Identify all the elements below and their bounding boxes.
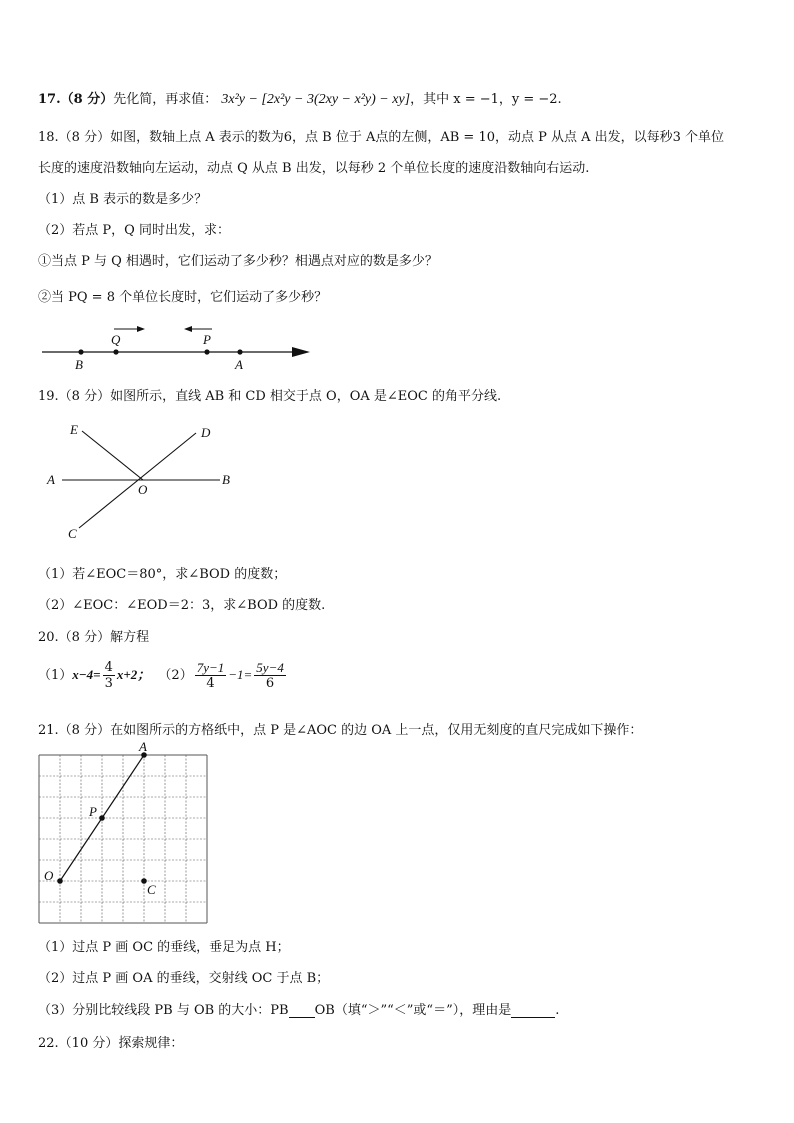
point-o	[57, 878, 63, 884]
q20-p1-denominator: 3	[104, 676, 113, 691]
q19-sub1: （1）若∠EOC＝80°，求∠BOD 的度数；	[38, 567, 287, 582]
label-p: P	[89, 804, 97, 819]
q21-sub3-part2: OB（填“＞”“＜”或“＝”），理由是	[314, 1003, 512, 1018]
q22-line1: 22.（10 分）探索规律：	[38, 1036, 184, 1051]
q19-angle-figure	[0, 418, 260, 548]
q17-number: 17.（8 分）	[38, 92, 114, 107]
point-q	[113, 349, 118, 354]
q19-line1: 19.（8 分）如图所示，直线 AB 和 CD 相交于点 O，OA 是∠EOC 的角平分线.	[38, 389, 502, 404]
q20-p2-mid: −1=	[228, 667, 253, 682]
q21-grid-figure	[0, 738, 220, 928]
point-b	[78, 349, 83, 354]
q18-sub2a: ①当点 P 与 Q 相遇时，它们运动了多少秒？相遇点对应的数是多少？	[38, 254, 438, 269]
label-o: O	[138, 482, 148, 497]
label-o: O	[44, 868, 54, 883]
q20-p1-numerator: 4	[104, 660, 113, 675]
q20-equations	[38, 660, 288, 691]
q20-p2-fraction2	[254, 660, 286, 691]
q17-expression: 3x²y − [2x²y − 3(2xy − x²y) − xy]	[221, 92, 411, 107]
label-a: A	[139, 739, 147, 754]
point-p	[204, 349, 209, 354]
grid-paper	[39, 755, 207, 923]
q20-p2-fraction1	[195, 660, 227, 691]
q19-sub2: （2）∠EOC：∠EOD＝2：3，求∠BOD 的度数.	[38, 598, 326, 613]
point-c	[141, 878, 147, 884]
point-a	[237, 349, 242, 354]
point-p	[99, 815, 105, 821]
q21-answer-blank-2[interactable]	[511, 1005, 555, 1018]
label-e: E	[70, 422, 78, 437]
q18-line2: 长度的速度沿数轴向左运动，动点 Q 从点 B 出发，以每秒 2 个单位长度的速度沿数轴向右运动.	[38, 161, 590, 176]
q18-sub1: （1）点 B 表示的数是多少？	[38, 192, 208, 207]
q21-line1: 21.（8 分）在如图所示的方格纸中，点 P 是∠AOC 的边 OA 上一点，仅用无刻度的直尺完成如下操作：	[38, 723, 643, 738]
q18-line1: 18.（8 分）如图，数轴上点 A 表示的数为6，点 B 位于 A点的左侧，AB = 10，动点 P 从点 A 出发，以每秒3 个单位	[38, 130, 725, 145]
q21-sub3-part1: （3）分别比较线段 PB 与 OB 的大小：PB	[38, 1003, 289, 1018]
label-b: B	[222, 472, 230, 487]
label-d: D	[201, 425, 211, 440]
q20-p2-denominator1: 4	[206, 676, 215, 691]
q-motion-arrowhead	[137, 326, 145, 332]
q20-p2-denominator2: 6	[265, 676, 275, 691]
label-c: C	[68, 526, 77, 541]
q20-p1-right: x+2；	[116, 667, 151, 682]
label-q: Q	[111, 332, 121, 347]
q20-line1: 20.（8 分）解方程	[38, 630, 150, 645]
label-c: C	[147, 882, 156, 897]
label-a: A	[47, 472, 55, 487]
q21-answer-blank-1[interactable]	[289, 1005, 315, 1018]
label-b: B	[75, 357, 83, 372]
q18-sub2b: ②当 PQ = 8 个单位长度时，它们运动了多少秒？	[38, 290, 328, 305]
label-a: A	[235, 357, 243, 372]
q21-sub1: （1）过点 P 画 OC 的垂线，垂足为点 H；	[38, 940, 290, 955]
p-motion-arrowhead	[184, 326, 192, 332]
q18-sub2: （2）若点 P，Q 同时出发，求：	[38, 223, 230, 238]
q21-sub3-part3: .	[555, 1003, 560, 1018]
q17-prompt: 先化简，再求值：	[113, 92, 218, 107]
q20-p2-numerator1: 7y−1	[196, 660, 225, 675]
label-p: P	[203, 332, 211, 347]
q18-number-line-figure	[0, 318, 330, 378]
q20-p2-numerator2: 5y−4	[256, 660, 284, 675]
q21-sub3	[38, 999, 559, 1018]
ray-oe	[82, 431, 143, 480]
q17-line	[38, 88, 562, 108]
q17-condition: ，其中 x = −1，y = −2.	[410, 92, 562, 107]
q20-p1-left: x−4=	[72, 667, 101, 682]
q20-p2-label: （2）	[158, 668, 193, 683]
q20-p1-label: （1）	[38, 668, 73, 683]
q21-sub2: （2）过点 P 画 OA 的垂线，交射线 OC 于点 B；	[38, 971, 330, 986]
q20-p1-fraction	[103, 660, 115, 691]
number-line-arrowhead	[292, 347, 310, 357]
